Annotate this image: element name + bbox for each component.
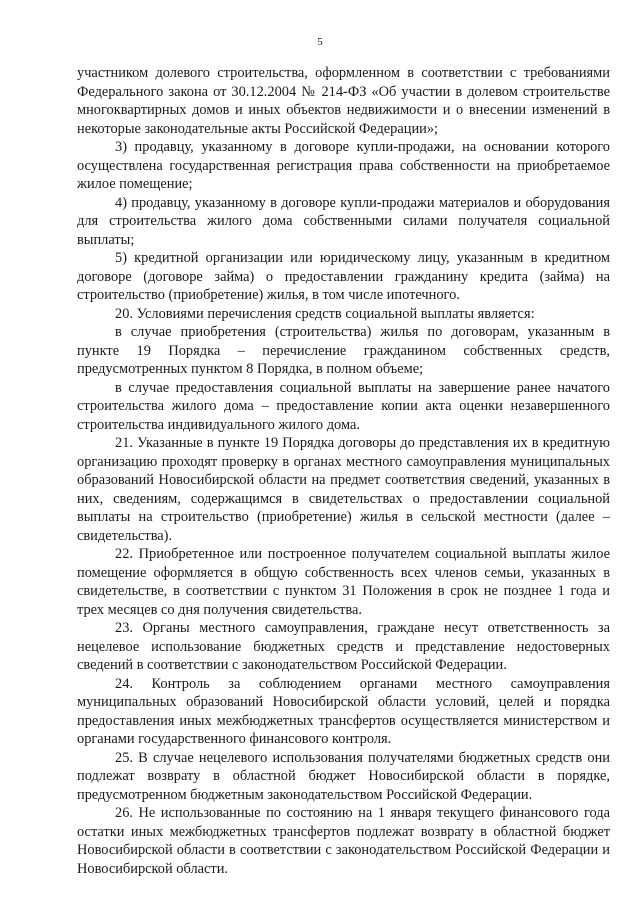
paragraph-21: 21. Указанные в пункте 19 Порядка договоры до представления их в кредитную организацию проходят проверку в органах местного самоуправления муниципальных образований Новосибирской области на предмет соответствия сведений, указанных в них, сведениям, содержащимся в свидетельствах о предоставлении социальной выплаты на строительство (приобретение) жилья в сельской местности (далее – свидетельства). <box>77 435 610 544</box>
paragraph-continuation: участником долевого строительства, оформленном в соответствии с требованиями Федерального закона от 30.12.2004 № 214-ФЗ «Об участии в долевом строительстве многоквартирных домов и иных объектов недвижимости и о внесении изменений в некоторые законодательные акты Российской Федерации»; <box>77 65 610 137</box>
paragraph-20: 20. Условиями перечисления средств социальной выплаты является: <box>115 305 535 322</box>
paragraph-24: 24. Контроль за соблюдением органами местного самоуправления муниципальных образований Новосибирской области условий, целей и порядка предоставления иных межбюджетных трансфертов осуществляется министерством и органами государственного финансового контроля. <box>77 675 610 747</box>
paragraph-20-case-completion: в случае предоставления социальной выплаты на завершение ранее начатого строительства жилого дома – предоставление копии акта оценки незавершенного строительства индивидуального жилого дома. <box>77 379 610 433</box>
paragraph-26: 26. Не использованные по состоянию на 1 января текущего финансового года остатки иных межбюджетных трансфертов подлежат возврату в областной бюджет Новосибирской области в соответствии с законодательством Российской Федерации и Новосибирской области. <box>77 805 610 877</box>
document-body <box>77 64 610 878</box>
page-number: 5 <box>317 36 323 48</box>
paragraph-25: 25. В случае нецелевого использования получателями бюджетных средств они подлежат возврату в областной бюджет Новосибирской области в порядке, предусмотренном бюджетным законодательством Российской Федерации. <box>77 749 610 803</box>
paragraph-23: 23. Органы местного самоуправления, граждане несут ответственность за нецелевое использование бюджетных средств и представление недостоверных сведений в соответствии с законодательством Российской Федерации. <box>77 620 610 673</box>
paragraph-item-5: 5) кредитной организации или юридическому лицу, указанным в кредитном договоре (договоре займа) о предоставлении гражданину кредита (займа) на строительство (приобретение) жилья, в том числе ипотечного. <box>77 250 610 303</box>
paragraph-20-case-purchase: в случае приобретения (строительства) жилья по договорам, указанным в пункте 19 Порядка – перечисление гражданином собственных средств, предусмотренных пунктом 8 Порядка, в полном объеме; <box>77 324 610 377</box>
paragraph-22: 22. Приобретенное или построенное получателем социальной выплаты жилое помещение оформляется в общую собственность всех членов семьи, указанных в свидетельстве, в соответствии с пунктом 31 Положения в срок не позднее 1 года и трех месяцев со дня получения свидетельства. <box>77 546 610 618</box>
paragraph-item-4: 4) продавцу, указанному в договоре купли-продажи материалов и оборудования для строительства жилого дома собственными силами получателя социальной выплаты; <box>77 194 610 248</box>
paragraph-item-3: 3) продавцу, указанному в договоре купли-продажи, на основании которого осуществлена государственная регистрация права собственности на приобретаемое жилое помещение; <box>77 139 610 192</box>
